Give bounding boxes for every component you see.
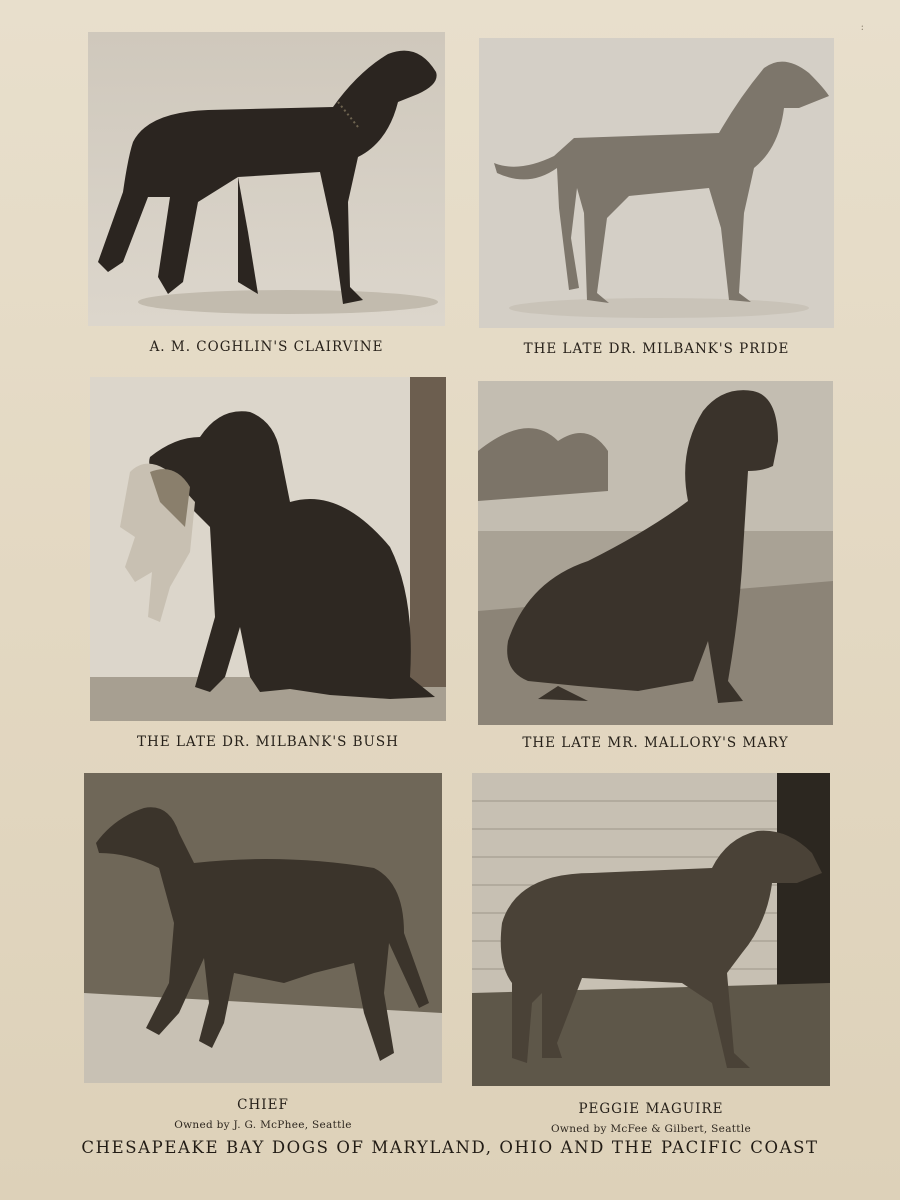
caption-clairvine: A. M. COGHLIN'S CLAIRVINE xyxy=(149,339,384,355)
photo-mary xyxy=(478,381,833,725)
photo-bush xyxy=(90,377,446,721)
plate-title: CHESAPEAKE BAY DOGS OF MARYLAND, OHIO AND THE PACIFIC COAST xyxy=(81,1138,819,1157)
owner-peggie-maguire: Owned by McFee & Gilbert, Seattle xyxy=(551,1123,751,1135)
photo-peggie-maguire xyxy=(472,773,830,1086)
caption-bush: THE LATE DR. MILBANK'S BUSH xyxy=(137,734,399,750)
dog-illustration xyxy=(84,773,442,1083)
caption-chief: CHIEF xyxy=(237,1097,289,1113)
dog-illustration xyxy=(472,773,830,1086)
dog-illustration xyxy=(479,38,834,328)
dog-illustration xyxy=(88,32,445,326)
photo-clairvine xyxy=(88,32,445,326)
page-edge-mark: : xyxy=(860,22,864,33)
dog-illustration xyxy=(90,377,446,721)
caption-peggie-maguire: PEGGIE MAGUIRE xyxy=(578,1101,724,1117)
owner-chief: Owned by J. G. McPhee, Seattle xyxy=(174,1119,352,1131)
caption-mary: THE LATE MR. MALLORY'S MARY xyxy=(522,735,789,751)
dog-illustration xyxy=(478,381,833,725)
photo-chief xyxy=(84,773,442,1083)
photo-pride xyxy=(479,38,834,328)
caption-pride: THE LATE DR. MILBANK'S PRIDE xyxy=(523,341,790,357)
